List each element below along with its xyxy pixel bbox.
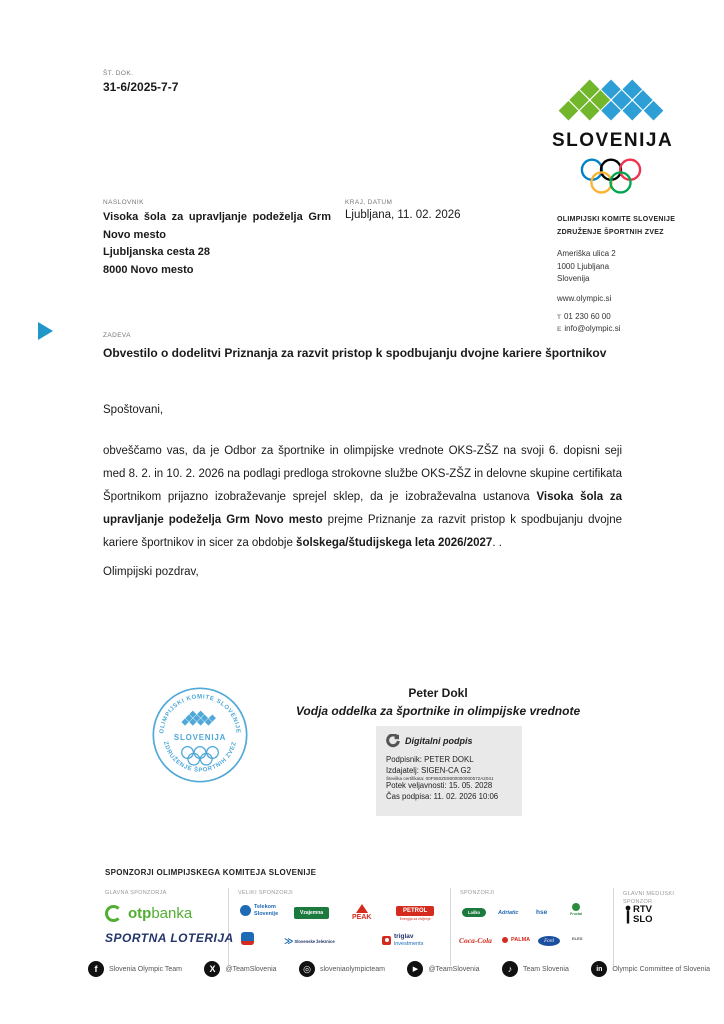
sponsor-logo-subtext: investments (394, 941, 424, 948)
sponsor-triglav-investments (382, 933, 423, 948)
signature-certificate-number: Številka certifikata: 00F550ZE9000000000572A2041 (386, 776, 494, 782)
olympic-rings-icon (578, 157, 644, 197)
org-phone-row (557, 311, 709, 323)
org-email-row (557, 323, 709, 335)
triglav-icon (382, 936, 391, 945)
social-handle: Team Slovenia (522, 965, 569, 973)
sponsor-logo-text: SLO (633, 913, 653, 925)
sponsor-adriatic: Adriatic (498, 910, 519, 916)
org-email[interactable]: info@olympic.si (564, 324, 621, 334)
doc-number: 31-6/2025-7-7 (103, 80, 179, 94)
divider (613, 888, 614, 966)
social-facebook[interactable] (88, 961, 182, 977)
tiktok-icon: ♪ (502, 961, 518, 977)
social-tiktok[interactable] (502, 961, 569, 977)
org-name-line1: OLIMPIJSKI KOMITE SLOVENIJE (557, 216, 676, 223)
subject-title: Obvestilo o dodelitvi Priznanja za razvit pristop k spodbujanju dvojne kariere športnikov (103, 346, 607, 360)
org-street: Ameriška ulica 2 (557, 249, 616, 259)
body-bold-period: šolskega/študijskega leta 2026/2027 (296, 537, 493, 549)
stamp-rings-icon (182, 747, 219, 765)
telekom-icon (240, 905, 251, 916)
sponsor-peak (352, 904, 371, 921)
signer-role: Vodja oddelka za športnike in olimpijske vrednote (295, 704, 581, 718)
sponsor-logo-text: otp (128, 905, 152, 922)
slovenske-zeleznice-icon: ≫ (284, 936, 292, 946)
recipient-label: NASLOVNIK (103, 199, 144, 206)
instagram-icon: ◎ (299, 961, 315, 977)
sponsor-logo-text: Vzajemna (294, 907, 329, 919)
signer-name: Peter Dokl (408, 686, 468, 700)
svg-text:ZDRUŽENJE ŠPORTNIH ZVEZ (162, 741, 238, 774)
sponsor-logo-text: Fructal (570, 912, 582, 916)
sigen-ca-icon (386, 734, 400, 748)
body-paragraph (103, 440, 622, 555)
sponsors-header: SPONZORJI OLIMPIJSKEGA KOMITEJA SLOVENIJE (105, 868, 317, 877)
stamp-arc-bottom-text: ZDRUŽENJE ŠPORTNIH ZVEZ (161, 740, 239, 774)
sponsor-bvc (241, 932, 254, 945)
body-text-segment: . . (492, 537, 502, 549)
dateline-value: Ljubljana, 11. 02. 2026 (345, 209, 461, 221)
org-contact-block (557, 214, 709, 335)
otp-symbol-icon (105, 905, 122, 922)
mountain-diamonds-icon (557, 77, 665, 123)
peak-triangle-icon (356, 904, 368, 913)
sponsor-slovenske-zeleznice (284, 936, 335, 947)
fructal-icon (572, 903, 580, 911)
divider (228, 888, 229, 966)
social-handle: sloveniaolympicteam (320, 965, 385, 973)
organization-stamp (150, 685, 250, 785)
sponsor-logo-text: Slovenske železnice (294, 939, 335, 944)
sponsors-col2-label: VELIKI SPONZORJI (238, 890, 293, 896)
sponsor-logo-text: triglav (394, 933, 414, 940)
sponsor-hse: hse (536, 909, 548, 916)
sponsor-logo-text: Laško (462, 908, 486, 917)
stamp-mountain-icon (181, 711, 216, 726)
margin-marker-triangle-icon (38, 322, 53, 340)
org-city: 1000 Ljubljana (557, 261, 610, 271)
logo-wordmark: SLOVENIJA (552, 130, 674, 151)
sponsor-sportna-loterija: SPORTNA LOTERIJA (105, 931, 234, 945)
sponsors-col1-label: GLAVNA SPONZORJA (105, 890, 167, 896)
sponsor-petrol (396, 906, 434, 921)
digital-signature-title: Digitalni podpis (405, 736, 473, 746)
sponsor-otpbanka (105, 905, 192, 922)
x-icon: X (204, 961, 220, 977)
sponsor-logo-text: RTV (633, 904, 652, 915)
rtv-microphone-icon (625, 905, 631, 924)
signature-issuer: Izdajatelj: SIGEN-CA G2 (386, 765, 471, 775)
stamp-center-text: SLOVENIJA (173, 733, 227, 742)
sponsor-coca-cola: Coca-Cola (459, 936, 492, 945)
email-label: E (557, 326, 562, 334)
recipient-line: 8000 Novo mesto (103, 263, 194, 276)
social-footer (88, 961, 710, 977)
social-handle: @TeamSlovenia (428, 965, 480, 973)
sponsor-vzajemna (294, 907, 329, 919)
social-handle: @TeamSlovenia (225, 965, 277, 973)
social-youtube[interactable] (407, 961, 479, 977)
recipient-line: Ljubljanska cesta 28 (103, 246, 210, 259)
ford-oval-icon: Ford (538, 936, 560, 946)
sponsor-logo-text: PALMA (511, 937, 531, 943)
sponsors-col4-label: GLAVNI MEDIJSKI SPONZOR (623, 891, 675, 906)
social-handle: Olympic Committee of Slovenia (612, 965, 710, 973)
dateline-label: KRAJ, DATUM (345, 199, 393, 206)
sponsor-logo-text: banka (151, 905, 193, 922)
sponsor-palma (502, 937, 530, 943)
sponsor-rtv-slo (625, 905, 653, 925)
bvc-badge-icon (241, 932, 254, 945)
recipient-address (103, 209, 331, 279)
social-handle: Slovenia Olympic Team (109, 965, 183, 973)
recipient-line: Visoka šola za upravljanje podeželja Grm (103, 211, 331, 223)
social-linkedin[interactable] (591, 961, 710, 977)
social-x[interactable] (204, 961, 276, 977)
sponsors-col3-label: SPONZORJI (460, 890, 495, 896)
org-country: Slovenija (557, 273, 590, 283)
sponsor-logo-text: PEAK (352, 914, 372, 921)
sponsor-logo-text: Telekom (254, 904, 276, 910)
divider (450, 888, 451, 966)
sponsor-telekom (240, 904, 278, 917)
sponsor-eles: ELES (572, 936, 583, 941)
sponsor-logo-text: Slovenije (254, 910, 279, 917)
body-text-segment: obveščamo vas, da je Odbor za športnike in olimpijske vrednote OKS-ZŠZ na svoji 6. dopisni seji med 8. 2. in 10. 2. 2026 na podlagi predloga strokovne službe OKS-ZŠZ in delovne skupine certifikata Športnikom prijazno izobraževanje sprejel sklep, da je izobraževalna ustanova (103, 445, 622, 503)
org-website[interactable]: www.olympic.si (557, 294, 612, 304)
sponsor-logo-text: PETROL (396, 906, 434, 916)
sponsor-lasko (462, 908, 486, 917)
digital-signature-box (376, 726, 522, 816)
body-bold-institution: Visoka šola za upravljanje podeželja Grm Novo mesto (103, 491, 622, 526)
org-name-line2: ZDRUŽENJE ŠPORTNIH ZVEZ (557, 228, 664, 236)
recipient-line: Novo mesto (103, 228, 166, 241)
org-phone: 01 230 60 00 (563, 312, 611, 322)
body-text-segment: prejme Priznanje za razvit pristop k spodbujanju dvojne kariere športnikov in sicer za obdobje (103, 514, 622, 549)
phone-label: T (557, 314, 561, 322)
youtube-icon: ▶ (407, 961, 423, 977)
closing-line: Olimpijski pozdrav, (103, 566, 199, 578)
subject-label: ZADEVA (103, 332, 131, 339)
sponsor-fructal (570, 903, 582, 916)
signature-validity: Potek veljavnosti: 15. 05. 2028 (386, 781, 493, 791)
slovenia-logo (552, 77, 674, 202)
facebook-icon: f (88, 961, 104, 977)
signature-signer: Podpisnik: PETER DOKL (386, 755, 474, 764)
palma-icon (502, 937, 508, 943)
salutation: Spoštovani, (103, 404, 164, 416)
doc-number-label: ŠT. DOK. (103, 70, 134, 77)
linkedin-icon: in (591, 961, 607, 977)
signature-timestamp: Čas podpisa: 11. 02. 2026 10:06 (386, 791, 499, 801)
sponsor-logo-subtext: Energija za življenje (399, 917, 431, 921)
sponsor-ford (538, 936, 560, 946)
stamp-arc-top-text: OLIMPIJSKI KOMITE SLOVENIJE (159, 694, 241, 734)
social-instagram[interactable] (299, 961, 385, 977)
